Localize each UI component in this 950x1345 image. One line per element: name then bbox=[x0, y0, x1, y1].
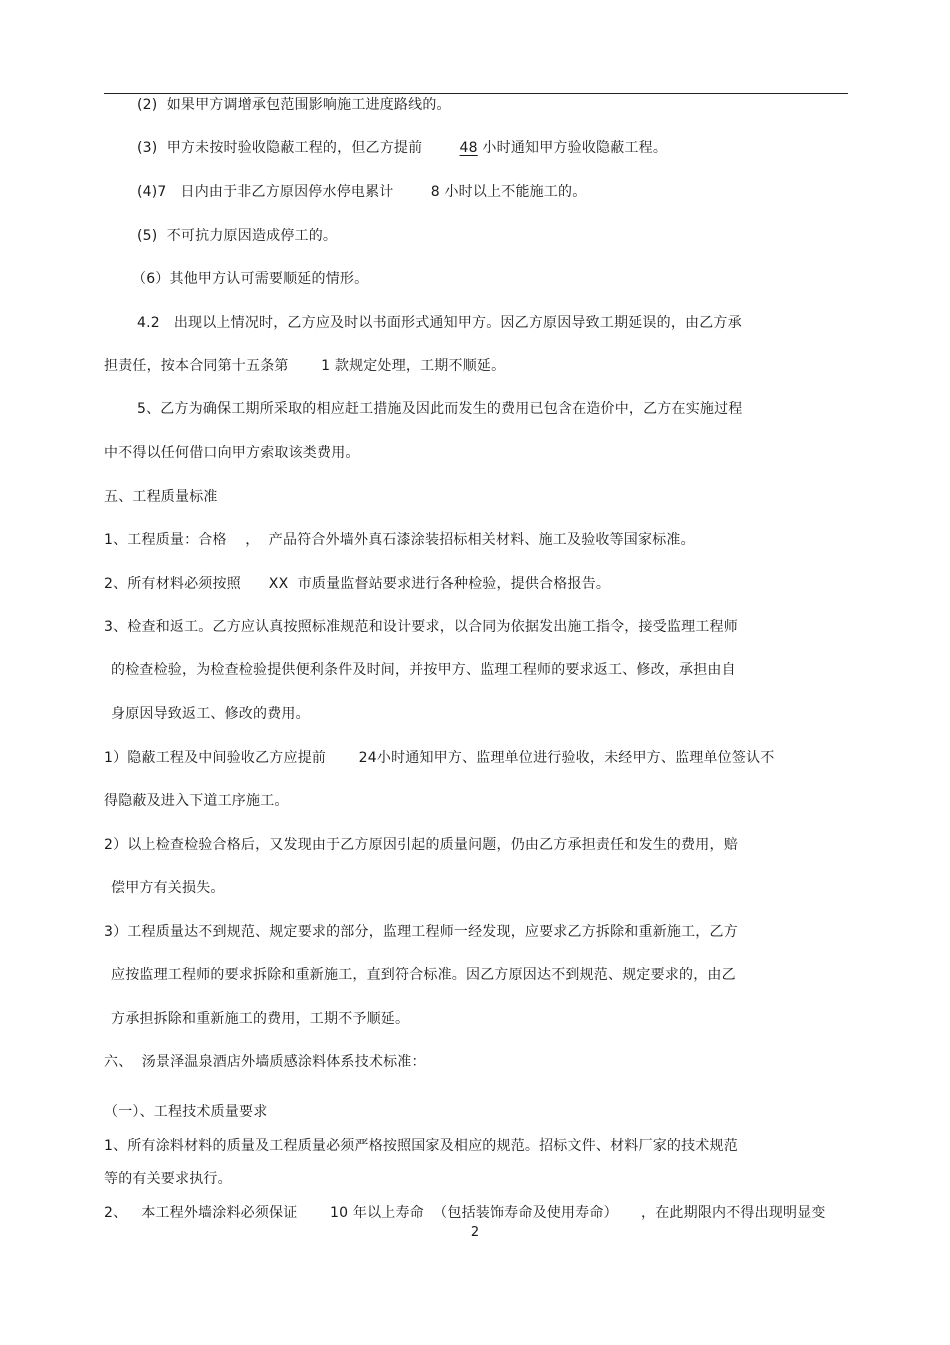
text-line: 中不得以任何借口向甲方索取该类费用。 bbox=[104, 445, 360, 461]
text-segment: (3) 甲方未按时验收隐蔽工程的，但乙方提前 bbox=[137, 140, 460, 156]
text-line: (4)7 日内由于非乙方原因停水停电累计 8 小时以上不能施工的。 bbox=[137, 184, 587, 200]
text-line bbox=[137, 139, 667, 157]
text-line: （6）其他甲方认可需要顺延的情形。 bbox=[132, 271, 369, 287]
text-line: 等的有关要求执行。 bbox=[104, 1171, 232, 1187]
text-line: 得隐蔽及进入下道工序施工。 bbox=[104, 793, 289, 809]
text-line: 4.2 出现以上情况时，乙方应及时以书面形式通知甲方。因乙方原因导致工期延误的，由乙方承 bbox=[137, 315, 742, 331]
text-line: 3、检查和返工。乙方应认真按照标准规范和设计要求，以合同为依据发出施工指令，接受监理工程师 bbox=[104, 619, 738, 635]
underlined-number: 48 bbox=[459, 140, 478, 156]
text-line: 偿甲方有关损失。 bbox=[111, 880, 225, 896]
page-number: 2 bbox=[470, 1225, 480, 1240]
text-line: 的检查检验，为检查检验提供便利条件及时间，并按甲方、监理工程师的要求返工、修改，承担由自 bbox=[111, 662, 736, 678]
text-line: 1、工程质量：合格 ， 产品符合外墙外真石漆涂装招标相关材料、施工及验收等国家标准。 bbox=[104, 532, 695, 548]
text-line: 2、所有材料必须按照 XX 市质量监督站要求进行各种检验，提供合格报告。 bbox=[104, 576, 611, 592]
text-line: 1、所有涂料材料的质量及工程质量必须严格按照国家及相应的规范。招标文件、材料厂家的技术规范 bbox=[104, 1138, 738, 1154]
text-line: 身原因导致返工、修改的费用。 bbox=[111, 706, 310, 722]
text-line: (2) 如果甲方调增承包范围影响施工进度路线的。 bbox=[137, 97, 451, 113]
header-rule bbox=[104, 93, 848, 94]
text-line: 2）以上检查检验合格后，又发现由于乙方原因引起的质量问题，仍由乙方承担责任和发生的费用，赔 bbox=[104, 837, 738, 853]
subsection-heading: （一）、工程技术质量要求 bbox=[104, 1104, 268, 1120]
text-line: 1）隐蔽工程及中间验收乙方应提前 24小时通知甲方、监理单位进行验收，未经甲方、监理单位签认不 bbox=[104, 750, 775, 766]
text-line: (5) 不可抗力原因造成停工的。 bbox=[137, 228, 338, 244]
section-heading: 五、工程质量标准 bbox=[104, 489, 218, 505]
text-line: 2、 本工程外墙涂料必须保证 10 年以上寿命 （包括装饰寿命及使用寿命） ，在此期限内不得出现明显变 bbox=[104, 1205, 826, 1221]
text-line: 担责任，按本合同第十五条第 1 款规定处理，工期不顺延。 bbox=[104, 358, 506, 374]
section-heading: 六、 汤景泽温泉酒店外墙质感涂料体系技术标准： bbox=[104, 1054, 426, 1070]
text-line: 5、乙方为确保工期所采取的相应赶工措施及因此而发生的费用已包含在造价中，乙方在实施过程 bbox=[137, 401, 743, 417]
text-line: 3）工程质量达不到规范、规定要求的部分，监理工程师一经发现，应要求乙方拆除和重新施工，乙方 bbox=[104, 924, 738, 940]
text-line: 应按监理工程师的要求拆除和重新施工，直到符合标准。因乙方原因达不到规范、规定要求的，由乙 bbox=[111, 967, 736, 983]
text-line: 方承担拆除和重新施工的费用，工期不予顺延。 bbox=[111, 1011, 410, 1027]
text-segment: 小时通知甲方验收隐蔽工程。 bbox=[477, 140, 668, 156]
